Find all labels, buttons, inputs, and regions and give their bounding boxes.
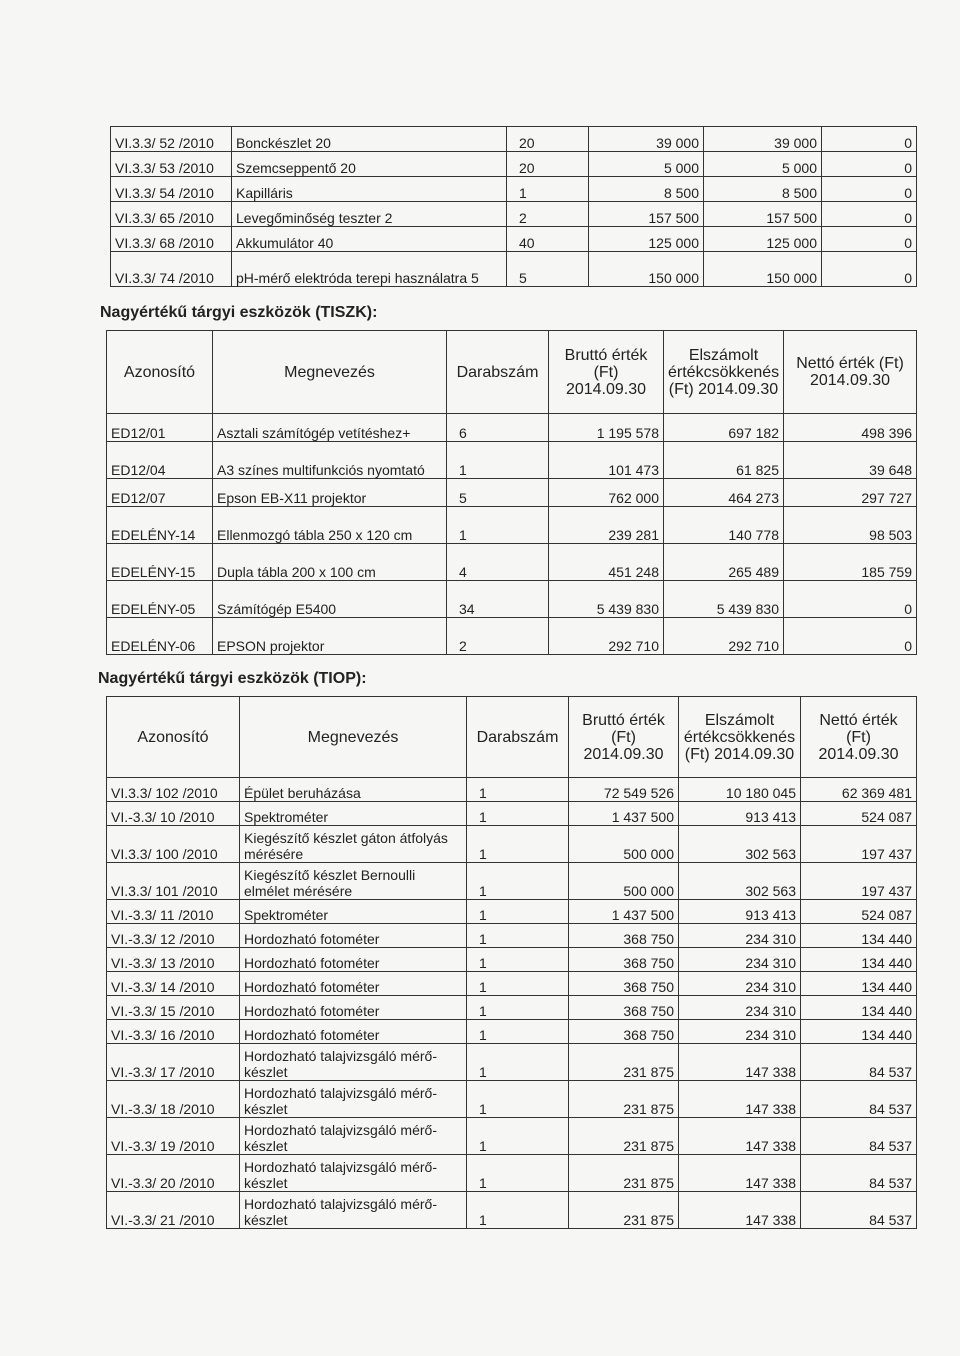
cell-depreciation: 157 500 [704,202,822,227]
cell-net: 524 087 [801,900,917,924]
cell-id: VI.-3.3/ 16 /2010 [107,1020,240,1044]
cell-depreciation: 147 338 [679,1118,801,1155]
cell-gross: 231 875 [569,1155,679,1192]
table-row [107,900,917,924]
cell-gross: 368 750 [569,972,679,996]
cell-id: ED12/01 [107,414,213,442]
cell-id: VI.3.3/ 101 /2010 [107,863,240,900]
cell-gross: 500 000 [569,863,679,900]
cell-gross: 292 710 [549,618,664,655]
cell-name: Spektrométer [240,802,467,826]
cell-depreciation: 150 000 [704,252,822,287]
cell-depreciation: 464 273 [664,479,784,507]
cell-id: VI.3.3/ 52 /2010 [111,127,232,152]
table-row [111,152,917,177]
section-title-tiop: Nagyértékű tárgyi eszközök (TIOP): [98,670,367,687]
cell-id: VI.3.3/ 102 /2010 [107,778,240,802]
cell-net: 0 [822,127,917,152]
cell-net: 0 [784,618,917,655]
table-row [107,826,917,863]
cell-net: 197 437 [801,863,917,900]
cell-qty: 1 [467,1044,569,1081]
cell-qty: 1 [467,778,569,802]
table-row [107,442,917,479]
cell-net: 39 648 [784,442,917,479]
cell-qty: 1 [467,1155,569,1192]
cell-qty: 5 [447,479,549,507]
cell-name: Hordozható fotométer [240,924,467,948]
cell-gross: 368 750 [569,1020,679,1044]
header-gross: Bruttó érték (Ft) 2014.09.30 [549,331,664,414]
header-gross: Bruttó érték (Ft) 2014.09.30 [569,697,679,778]
cell-id: VI.-3.3/ 18 /2010 [107,1081,240,1118]
cell-id: VI.-3.3/ 10 /2010 [107,802,240,826]
cell-depreciation: 697 182 [664,414,784,442]
cell-net: 0 [784,581,917,618]
header-net: Nettó érték (Ft) 2014.09.30 [801,697,917,778]
table-row [107,948,917,972]
table-row [107,1020,917,1044]
cell-net: 297 727 [784,479,917,507]
cell-gross: 368 750 [569,924,679,948]
cell-name: EPSON projektor [213,618,447,655]
cell-name: Hordozható fotométer [240,972,467,996]
tiszk-assets-table-body [107,414,917,655]
table-header-row [107,697,917,778]
header-id: Azonosító [107,697,240,778]
cell-name: Hordozható talajvizsgáló mérő-készlet [240,1044,467,1081]
cell-depreciation: 234 310 [679,996,801,1020]
cell-depreciation: 147 338 [679,1192,801,1229]
cell-id: VI.-3.3/ 13 /2010 [107,948,240,972]
cell-depreciation: 234 310 [679,1020,801,1044]
cell-gross: 5 439 830 [549,581,664,618]
cell-depreciation: 265 489 [664,544,784,581]
table-row [107,778,917,802]
cell-id: VI.3.3/ 68 /2010 [111,227,232,252]
header-net: Nettó érték (Ft) 2014.09.30 [784,331,917,414]
header-name: Megnevezés [240,697,467,778]
cell-id: VI.-3.3/ 12 /2010 [107,924,240,948]
cell-id: ED12/07 [107,479,213,507]
cell-depreciation: 147 338 [679,1044,801,1081]
table-row [107,479,917,507]
cell-name: A3 színes multifunkciós nyomtató [213,442,447,479]
table-row [107,1192,917,1229]
cell-qty: 4 [447,544,549,581]
cell-gross: 368 750 [569,948,679,972]
cell-id: VI.3.3/ 65 /2010 [111,202,232,227]
cell-depreciation: 125 000 [704,227,822,252]
section-title-tiszk: Nagyértékű tárgyi eszközök (TISZK): [100,304,378,321]
cell-depreciation: 61 825 [664,442,784,479]
table-header-row [107,331,917,414]
table-row [111,252,917,287]
cell-id: VI.-3.3/ 11 /2010 [107,900,240,924]
cell-id: VI.-3.3/ 19 /2010 [107,1118,240,1155]
cell-id: EDELÉNY-05 [107,581,213,618]
cell-id: ED12/04 [107,442,213,479]
tiop-assets-table-body [107,778,917,1229]
table-row [107,1118,917,1155]
table-row [107,618,917,655]
cell-qty: 1 [467,972,569,996]
cell-name: pH-mérő elektróda terepi használatra 5 [232,252,507,287]
header-depreciation: Elszámolt értékcsökkenés (Ft) 2014.09.30 [679,697,801,778]
cell-qty: 1 [467,1081,569,1118]
cell-qty: 1 [447,442,549,479]
cell-gross: 231 875 [569,1044,679,1081]
cell-depreciation: 292 710 [664,618,784,655]
cell-name: Akkumulátor 40 [232,227,507,252]
cell-gross: 368 750 [569,996,679,1020]
cell-name: Kiegészítő készlet Bernoulli elmélet mérésére [240,863,467,900]
cell-net: 498 396 [784,414,917,442]
cell-net: 84 537 [801,1081,917,1118]
cell-id: VI.-3.3/ 21 /2010 [107,1192,240,1229]
table-row [107,972,917,996]
table-row [107,996,917,1020]
cell-name: Levegőminőség teszter 2 [232,202,507,227]
table-row [107,863,917,900]
table-row [107,581,917,618]
cell-qty: 6 [447,414,549,442]
cell-net: 84 537 [801,1192,917,1229]
cell-gross: 1 195 578 [549,414,664,442]
cell-net: 0 [822,152,917,177]
cell-name: Kapilláris [232,177,507,202]
table-row [107,414,917,442]
cell-gross: 762 000 [549,479,664,507]
cell-net: 134 440 [801,924,917,948]
header-qty: Darabszám [467,697,569,778]
cell-qty: 34 [447,581,549,618]
cell-gross: 1 437 500 [569,900,679,924]
table-row [107,544,917,581]
cell-gross: 500 000 [569,826,679,863]
table-row [107,1155,917,1192]
cell-name: Spektrométer [240,900,467,924]
cell-gross: 239 281 [549,507,664,544]
cell-name: Számítógép E5400 [213,581,447,618]
cell-qty: 20 [507,152,589,177]
cell-gross: 101 473 [549,442,664,479]
cell-depreciation: 8 500 [704,177,822,202]
cell-id: VI.3.3/ 54 /2010 [111,177,232,202]
cell-depreciation: 234 310 [679,972,801,996]
table-row [107,924,917,948]
table-row [111,202,917,227]
cell-qty: 5 [507,252,589,287]
cell-name: Asztali számítógép vetítéshez+ [213,414,447,442]
header-depreciation: Elszámolt értékcsökkenés (Ft) 2014.09.30 [664,331,784,414]
cell-qty: 1 [467,863,569,900]
cell-gross: 231 875 [569,1192,679,1229]
cell-qty: 1 [467,1020,569,1044]
cell-net: 98 503 [784,507,917,544]
cell-gross: 39 000 [589,127,704,152]
header-qty: Darabszám [447,331,549,414]
cell-gross: 157 500 [589,202,704,227]
cell-name: Epson EB-X11 projektor [213,479,447,507]
cell-depreciation: 234 310 [679,948,801,972]
cell-id: VI.3.3/ 74 /2010 [111,252,232,287]
cell-net: 0 [822,252,917,287]
inventory-table-continued [110,126,917,287]
cell-id: VI.3.3/ 100 /2010 [107,826,240,863]
cell-qty: 1 [467,996,569,1020]
table-row [111,127,917,152]
cell-qty: 1 [467,948,569,972]
cell-name: Hordozható fotométer [240,948,467,972]
cell-depreciation: 913 413 [679,802,801,826]
cell-net: 185 759 [784,544,917,581]
table-row [107,1044,917,1081]
cell-depreciation: 140 778 [664,507,784,544]
cell-gross: 451 248 [549,544,664,581]
cell-id: EDELÉNY-06 [107,618,213,655]
cell-gross: 8 500 [589,177,704,202]
cell-net: 84 537 [801,1118,917,1155]
cell-net: 524 087 [801,802,917,826]
cell-name: Hordozható fotométer [240,1020,467,1044]
cell-name: Kiegészítő készlet gáton átfolyás mérésére [240,826,467,863]
cell-name: Hordozható talajvizsgáló mérő-készlet [240,1155,467,1192]
header-name: Megnevezés [213,331,447,414]
cell-net: 0 [822,202,917,227]
cell-id: VI.-3.3/ 15 /2010 [107,996,240,1020]
table-row [107,802,917,826]
cell-net: 62 369 481 [801,778,917,802]
cell-qty: 2 [507,202,589,227]
cell-qty: 20 [507,127,589,152]
cell-net: 0 [822,227,917,252]
cell-gross: 1 437 500 [569,802,679,826]
cell-qty: 1 [447,507,549,544]
cell-qty: 1 [467,1118,569,1155]
cell-id: VI.3.3/ 53 /2010 [111,152,232,177]
cell-qty: 1 [467,802,569,826]
cell-name: Épület beruházása [240,778,467,802]
table-row [107,1081,917,1118]
cell-gross: 231 875 [569,1118,679,1155]
cell-depreciation: 5 000 [704,152,822,177]
cell-qty: 1 [467,826,569,863]
tiop-assets-table [106,696,917,1229]
cell-net: 84 537 [801,1044,917,1081]
cell-depreciation: 302 563 [679,863,801,900]
cell-depreciation: 913 413 [679,900,801,924]
cell-depreciation: 147 338 [679,1155,801,1192]
cell-net: 0 [822,177,917,202]
cell-qty: 1 [467,900,569,924]
cell-depreciation: 147 338 [679,1081,801,1118]
cell-id: EDELÉNY-15 [107,544,213,581]
cell-net: 134 440 [801,972,917,996]
cell-net: 134 440 [801,996,917,1020]
cell-net: 134 440 [801,1020,917,1044]
cell-gross: 125 000 [589,227,704,252]
cell-qty: 2 [447,618,549,655]
cell-name: Hordozható fotométer [240,996,467,1020]
cell-id: EDELÉNY-14 [107,507,213,544]
cell-net: 134 440 [801,948,917,972]
cell-id: VI.-3.3/ 14 /2010 [107,972,240,996]
cell-gross: 231 875 [569,1081,679,1118]
cell-qty: 40 [507,227,589,252]
cell-gross: 5 000 [589,152,704,177]
cell-qty: 1 [507,177,589,202]
cell-name: Bonckészlet 20 [232,127,507,152]
tiszk-assets-table [106,330,917,655]
cell-name: Hordozható talajvizsgáló mérő-készlet [240,1081,467,1118]
header-id: Azonosító [107,331,213,414]
cell-net: 84 537 [801,1155,917,1192]
cell-depreciation: 5 439 830 [664,581,784,618]
cell-qty: 1 [467,924,569,948]
cell-id: VI.-3.3/ 17 /2010 [107,1044,240,1081]
cell-depreciation: 10 180 045 [679,778,801,802]
table-row [107,507,917,544]
cell-qty: 1 [467,1192,569,1229]
table-row [111,177,917,202]
cell-depreciation: 302 563 [679,826,801,863]
cell-id: VI.-3.3/ 20 /2010 [107,1155,240,1192]
cell-depreciation: 234 310 [679,924,801,948]
table-row [111,227,917,252]
cell-name: Hordozható talajvizsgáló mérő-készlet [240,1192,467,1229]
cell-name: Dupla tábla 200 x 100 cm [213,544,447,581]
cell-depreciation: 39 000 [704,127,822,152]
cell-gross: 72 549 526 [569,778,679,802]
inventory-table-continued-body [111,127,917,287]
cell-name: Hordozható talajvizsgáló mérő-készlet [240,1118,467,1155]
cell-net: 197 437 [801,826,917,863]
cell-name: Szemcseppentő 20 [232,152,507,177]
cell-gross: 150 000 [589,252,704,287]
cell-name: Ellenmozgó tábla 250 x 120 cm [213,507,447,544]
